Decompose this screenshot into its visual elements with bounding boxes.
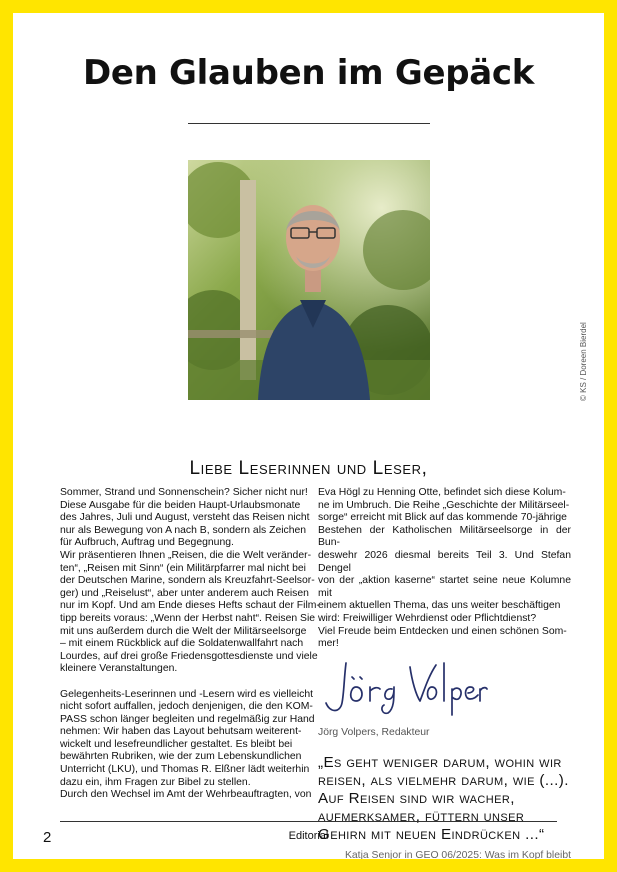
footer-divider (60, 821, 557, 822)
section-name: Editorial (288, 830, 329, 842)
greeting-heading: Liebe Leserinnen und Leser, (189, 458, 428, 479)
paragraph-summer: Sommer, Strand und Sonnenschein? Sicher nicht nur! Diese Ausgabe für die beiden Haupt-Urlaubsmonate des Jahres, Juli und August, versteht das Reisen nicht nur als Bewegung von A nach B, sondern als Zeichen für Aufbruch, Auftrag und Begegnung. (60, 487, 310, 549)
quote-source: Katja Senjor in GEO 06/2025: Was im Kopf bleibt (344, 849, 571, 861)
pull-quote: „Es geht weniger darum, wohin wir reisen, als vielmehr darum, wie (...). Auf Reisen sind wir wacher, aufmerksamer, füttern unser Gehirn mit neuen Eindrücken ...“ (318, 753, 569, 843)
left-column (60, 487, 330, 802)
right-column (318, 487, 571, 863)
title-divider (188, 123, 430, 124)
paragraph-closing: Viel Freude beim Entdecken und einen schönen Som- mer! (318, 625, 567, 650)
editor-portrait-photo (188, 160, 430, 400)
signature-name: Jörg Volpers, Redakteur (318, 727, 430, 739)
paragraph-change: Durch den Wechsel im Amt der Wehrbeauftragten, von (60, 789, 312, 801)
page-number: 2 (43, 829, 52, 846)
page-title: Den Glauben im Gepäck (82, 53, 535, 93)
photo-credit: © KS / Doreen Bierdel (579, 322, 588, 401)
handwritten-signature (318, 657, 488, 717)
paragraph-column-change: Eva Högl zu Henning Otte, befindet sich diese Kolum- ne im Umbruch. Die Reihe „Geschichte der Militärseel- sorge“ erreicht mit Blick auf das kommende 70-jährige Bestehen der Katholischen Militärseelsorge in der Bun- deswehr 2026 diesmal bereits Teil 3. Und Stefan Dengel von der „aktion kaserne“ startet seine neue Kolumne mit einem aktuellen Thema, das uns weiter beschäftigen wird: Freiwilliger Wehrdienst oder Pflichtdienst? (318, 487, 571, 624)
portrait-illustration (188, 160, 430, 400)
paragraph-layout: Gelegenheits-Leserinnen und -Lesern wird es vielleicht nicht sofort auffallen, jedoch denjenigen, die den KOM- PASS schon länger begleiten und regelmäßig zur Hand nehmen: Wir haben das Layout behutsam weiterent- wickelt und lesefreundlicher gestaltet. Es bleibt bei bewährten Rubriken, wie der zum Lebenskundlichen Unterricht (LKU), und Thomas R. Elßner lädt weiterhin dazu ein, ihm Fragen zur Bibel zu stellen. (60, 688, 315, 788)
paragraph-contents: Wir präsentieren Ihnen „Reisen, die die Welt veränder- ten“, „Reisen mit Sinn“ (ein Militärpfarrer mal nicht bei der Deutschen Marine, sondern als Kreuzfahrt-Seelsor- ger) und „Reiselust“, aber unter anderem auch Reisen nur im Kopf. Und am Ende dieses Hefts schaut der Film- tipp bereits voraus: „Wenn der Herbst naht“. Reisen Sie mit uns außerdem durch die Welt der Militärseelsorge – mit einem Rückblick auf die Soldatenwallfahrt nach Lourdes, auf drei große Friedensgottesdienste und viele kleinere Veranstaltungen. (60, 549, 320, 675)
